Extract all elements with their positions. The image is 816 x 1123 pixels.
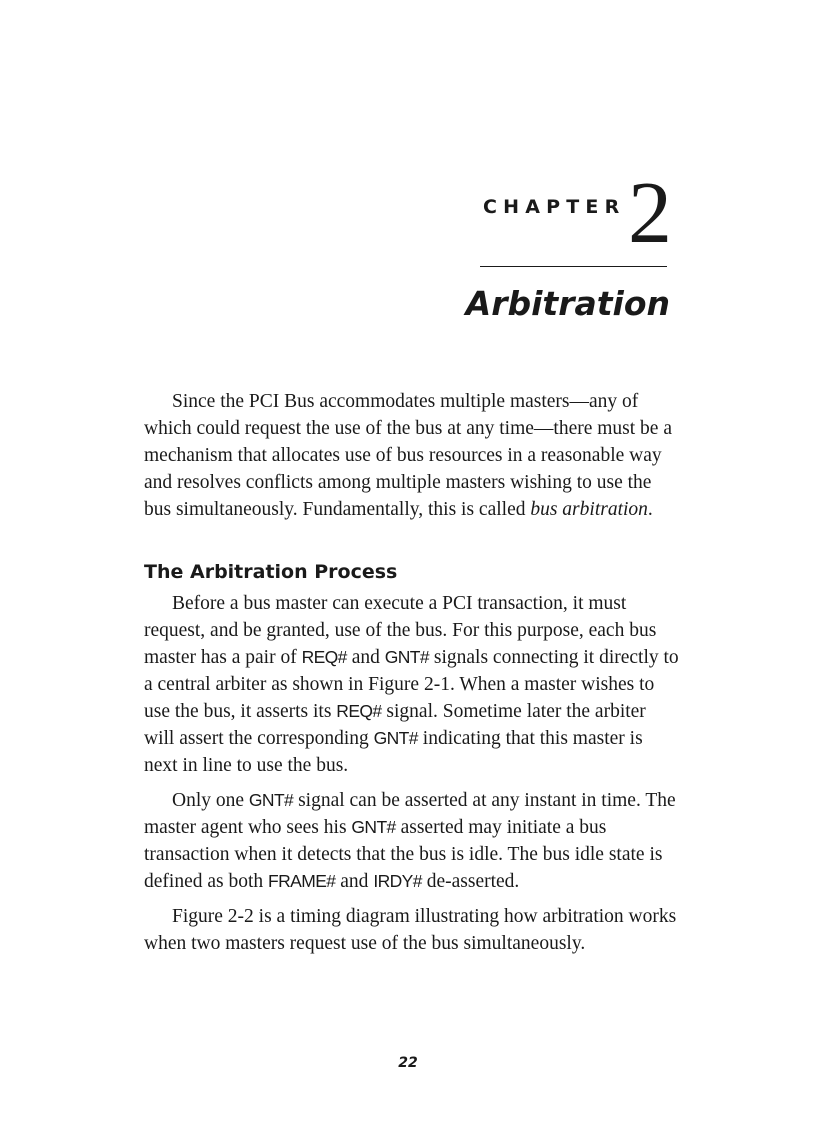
signal-name: REQ#: [301, 647, 347, 667]
signal-name: GNT#: [248, 790, 294, 810]
chapter-label: CHAPTER: [483, 196, 626, 218]
text-run: and: [346, 647, 385, 668]
chapter-title: Arbitration: [465, 284, 670, 323]
text-run: Only one: [172, 790, 249, 811]
intro-end: .: [647, 499, 653, 520]
signal-name: IRDY#: [373, 871, 422, 891]
paragraph-request-grant: [144, 590, 679, 779]
text-run: de-asserted.: [421, 871, 520, 892]
paragraph-gnt-idle: [144, 787, 679, 895]
text-run: Before a bus master can execute a PCI transaction, it must request, and be granted, use of the bus. For this purpose, each bus master has a pair of: [144, 593, 657, 668]
text-run: signal can be asserted at any instant in time. The master agent who sees his: [144, 790, 676, 838]
text-run: signals connecting it directly to a central arbiter as shown in Figure 2-1. When a master wishes to use the bus, it asserts its: [144, 647, 679, 722]
body-text: [144, 388, 679, 957]
chapter-number: 2: [628, 165, 672, 262]
signal-name: GNT#: [384, 647, 430, 667]
text-run: asserted may initiate a bus transaction when it detects that the bus is idle. The bus idle state is defined as both: [144, 817, 663, 892]
signal-name: REQ#: [336, 701, 382, 721]
page-number: 22: [398, 1055, 418, 1071]
chapter-header: [465, 165, 676, 326]
intro-text: Since the PCI Bus accommodates multiple masters—any of which could request the use of the bus at any time—there must be a mechanism that allocates use of bus resources in a reasonable way and resolves conflicts among multiple masters wishing to use the bus simultaneously. Fundamentally, this is called: [144, 391, 672, 520]
chapter-rule: [480, 266, 667, 267]
paragraph-figure-ref: Figure 2-2 is a timing diagram illustrating how arbitration works when two masters request use of the bus simultaneously.: [144, 906, 677, 954]
text-run: signal. Sometime later the arbiter will assert the corresponding: [144, 701, 646, 749]
signal-name: FRAME#: [268, 871, 336, 891]
intro-emphasis: bus arbitration: [530, 499, 648, 520]
signal-name: GNT#: [351, 817, 396, 837]
intro-paragraph: [144, 388, 679, 523]
section-heading: The Arbitration Process: [144, 561, 398, 583]
text-run: and: [335, 871, 374, 892]
signal-name: GNT#: [373, 728, 418, 748]
text-run: indicating that this master is next in line to use the bus.: [144, 728, 643, 776]
